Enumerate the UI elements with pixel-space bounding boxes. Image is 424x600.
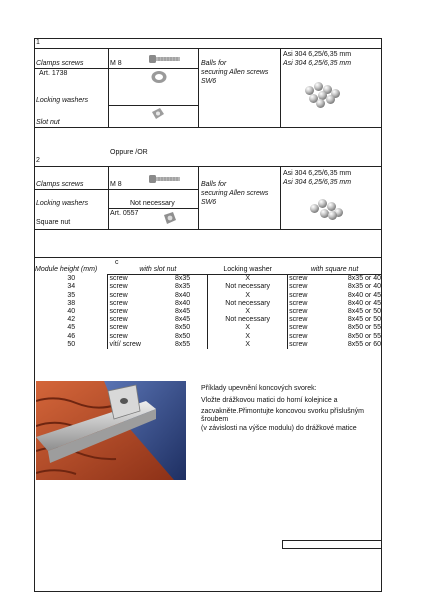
section1-top-rule [34,48,382,49]
czech-text-line2: Vložte drážkovou matici do horní kolejnice a [201,397,338,404]
cell-module-height: 35 [67,291,76,299]
cell-square-size: 8x50 or 55 [320,333,382,341]
section2-col-divider-1 [108,166,109,229]
section1-col-divider-2 [198,48,199,127]
section2-number: 2 [36,157,40,164]
cell-square-screw: screw [288,275,320,284]
section2-asi-line2: Asi 304 6,25/6,35 mm [283,179,352,186]
header-locking-washer: Locking washer [208,266,288,275]
cell-slot-size: 8x45 [174,308,191,316]
section1-row-rule-1 [34,68,198,69]
header-with-square-nut: with square nut [288,266,382,275]
table-top-rule [34,257,382,258]
cell-slot-screw: screw [108,292,158,300]
table-c-label: c [115,259,119,266]
cell-square-screw: screw [288,333,320,341]
screw-icon [148,172,182,186]
cell-module-height: 38 [67,299,76,307]
section1-balls-line1: Balls for [201,60,227,67]
header-module-height: Module height (mm) [35,266,98,274]
cell-locking-washer: X [208,341,288,349]
end-clamp-photo [36,381,186,480]
section2-clamp-label: Clamps screws [36,181,84,188]
cell-slot-size: 8x35 [174,275,191,283]
cell-locking-washer: X [208,324,288,332]
cell-locking-washer: X [208,333,288,341]
czech-text-line5: (v závislosti na výšce modulu) do drážkové matice [201,425,357,432]
cell-square-size: 8x55 or 60 [320,341,382,349]
cell-slot-screw: vítí/ screw [108,341,158,349]
steel-balls-image-1 [300,80,342,110]
cell-slot-size: 8x45 [174,316,191,324]
steel-balls-image-2 [308,196,344,222]
cell-module-height: 40 [67,308,76,316]
cell-square-size: 8x35 or 40 [320,275,382,284]
section1-asi-line1: Asi 304 6,25/6,35 mm [283,51,352,58]
cell-square-size: 8x40 or 45 [320,300,382,308]
table-row [35,292,382,300]
cell-slot-screw: screw [108,333,158,341]
section2-top-rule [34,166,382,167]
section2-row-rule-2 [108,208,198,209]
cell-square-screw: screw [288,300,320,308]
cell-module-height: 46 [67,332,76,340]
czech-text-line1: Příklady upevnění koncových svorek: [201,385,317,392]
cell-slot-size: 8x40 [174,299,191,307]
table-row [35,333,382,341]
section1-number: 1 [36,39,40,46]
cell-square-size: 8x40 or 45 [320,292,382,300]
section1-balls-line2: securing Allen screws [201,69,269,76]
title-block-rule-1 [282,540,382,541]
section2-screw-size: M 8 [110,181,122,188]
section2-square-label: Square nut [36,219,71,226]
table-row [35,316,382,324]
cell-square-screw: screw [288,341,320,349]
table-row [35,275,382,284]
cell-slot-size: 8x50 [174,324,191,332]
screw-table-grid [35,266,382,349]
section1-article-label: Art. 1738 [39,70,68,77]
cell-square-screw: screw [288,316,320,324]
section2-row-rule-1 [34,189,198,190]
slot-nut-icon [150,106,166,122]
table-row [35,300,382,308]
section2-locking-label: Locking washers [36,200,89,207]
section1-balls-line3: SW6 [201,78,217,85]
section2-balls-line3: SW6 [201,199,217,206]
square-nut-icon [162,210,178,226]
cell-slot-size: 8x50 [174,332,191,340]
cell-module-height: 50 [67,340,76,348]
washer-icon [150,70,168,84]
cell-locking-washer: X [208,308,288,316]
section2-locking-value: Not necessary [130,200,175,207]
cell-locking-washer: Not necessary [208,300,288,308]
cell-square-screw: screw [288,283,320,291]
screw-icon [148,52,182,66]
section1-clamp-label: Clamps screws [36,60,84,67]
cell-slot-size: 8x35 [174,283,191,291]
cell-square-size: 8x45 or 50 [320,308,382,316]
cell-module-height: 34 [67,283,76,291]
czech-text-line4: šroubem [201,416,229,423]
cell-square-screw: screw [288,308,320,316]
section2-bottom-rule [34,229,382,230]
separator-text: Oppure /OR [110,149,148,156]
table-row [35,308,382,316]
cell-slot-size: 8x40 [174,291,191,299]
cell-slot-size: 8x55 [174,340,191,348]
section2-balls-line1: Balls for [201,181,227,188]
cell-slot-screw: screw [108,324,158,332]
section2-col-divider-3 [280,166,281,229]
section2-balls-line2: securing Allen screws [201,190,269,197]
title-block-divider [282,540,283,548]
table-row [35,341,382,349]
section1-col-divider-3 [280,48,281,127]
cell-slot-screw: screw [108,308,158,316]
cell-locking-washer: Not necessary [208,316,288,324]
cell-module-height: 45 [67,324,76,332]
title-block-rule-2 [282,548,382,549]
section1-screw-size: M 8 [110,60,122,67]
table-header-row [35,266,382,275]
section2-asi-line1: Asi 304 6,25/6,35 mm [283,170,352,177]
table-row [35,283,382,291]
cell-slot-screw: screw [108,316,158,324]
cell-locking-washer: X [208,275,288,284]
cell-slot-screw: screw [108,283,158,291]
section2-col-divider-2 [198,166,199,229]
czech-text-line3: zacvakněte.Přimontujte koncovou svorku příslušným [201,408,365,415]
table-row [35,324,382,332]
header-with-slot-nut: with slot nut [108,266,208,275]
section1-locking-label: Locking washers [36,97,89,104]
section1-col-divider-1 [108,48,109,127]
cell-module-height: 30 [67,274,76,282]
cell-module-height: 42 [67,316,76,324]
cell-square-size: 8x45 or 50 [320,316,382,324]
cell-square-size: 8x35 or 40 [320,283,382,291]
cell-square-screw: screw [288,324,320,332]
cell-locking-washer: Not necessary [208,283,288,291]
cell-slot-screw: screw [108,300,158,308]
cell-slot-screw: screw [108,275,158,284]
section2-article-label: Art. 0557 [110,210,139,217]
cell-square-size: 8x50 or 55 [320,324,382,332]
cell-square-screw: screw [288,292,320,300]
section1-slot-label: Slot nut [36,119,60,126]
section1-asi-line2: Asi 304 6,25/6,35 mm [283,60,352,67]
section1-bottom-rule [34,127,382,128]
cell-locking-washer: X [208,292,288,300]
